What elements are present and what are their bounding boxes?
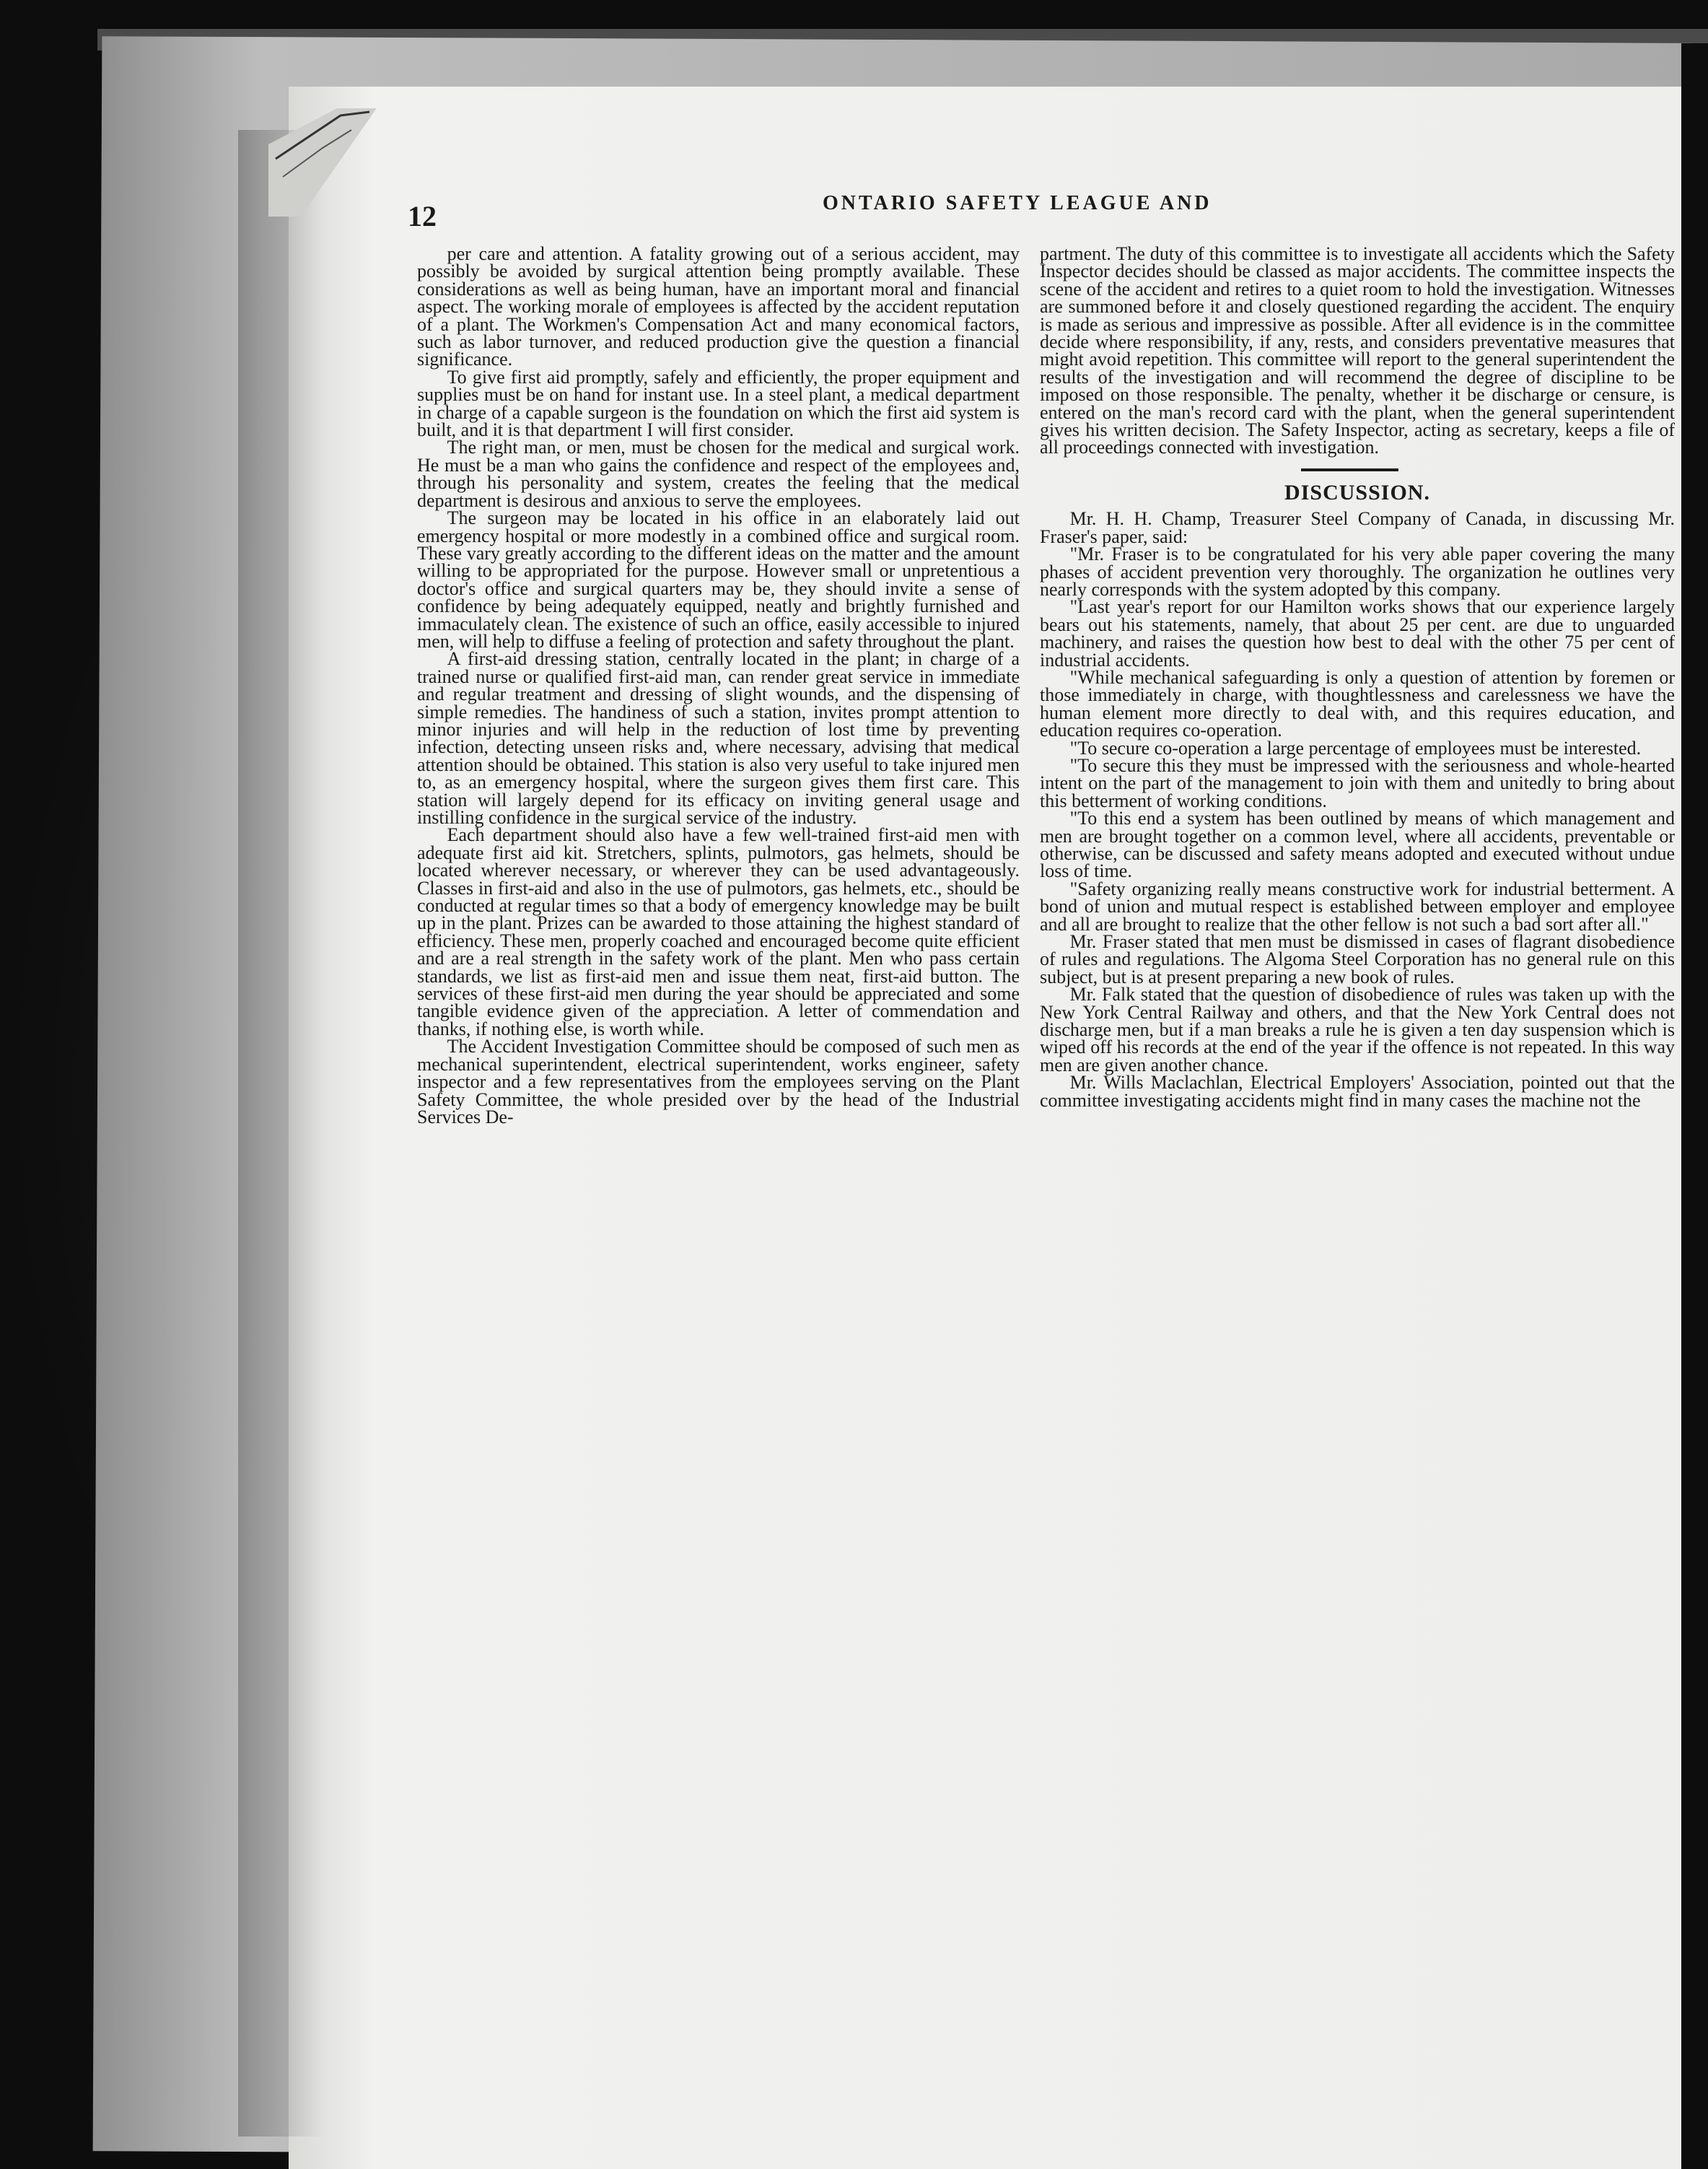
paragraph: "While mechanical safeguarding is only a question of attention by foremen or those immediately in charge, with thoughtlessness and carelessness we have the human element more directly to deal with, and this requires education, and education requires co-operation. <box>1040 666 1675 741</box>
paragraph: "To this end a system has been outlined by means of which management and men are brought together on a common level, where all accidents, preventable or otherwise, can be discussed and safety means adopted and executed without undue loss of time. <box>1040 808 1675 882</box>
left-column <box>417 245 1020 1126</box>
paragraph: Each department should also have a few well-trained first-aid men with adequate first aid kit. Stretchers, splints, pulmotors, gas helmets, should be located wherever necessary, or wherever they can be used advantageously. Classes in first-aid and also in the use of pulmotors, gas helmets, etc., should be conducted at regular times so that a body of emergency knowledge may be built up in the plant. Prizes can be awarded to those attaining the highest standard of efficiency. These men, properly coached and encouraged become quite efficient and are a real strength in the safety work of the plant. Men who pass certain standards, we list as first-aid men and issue them neat, first-aid button. The services of these first-aid men during the year should be appreciated and some tangible evidence given of the appreciation. A letter of commendation and thanks, if nothing else, is worth while. <box>417 824 1020 1039</box>
scan-right-edge <box>1681 43 1708 2169</box>
page-shadow <box>238 130 325 2137</box>
discussion-heading: DISCUSSION. <box>1284 480 1430 505</box>
paragraph: Mr. Fraser stated that men must be dismissed in cases of flagrant disobedience of rules and regulations. The Algoma Steel Corporation has no general rule on this subject, but is at present preparing a new book of rules. <box>1040 931 1675 987</box>
paragraph: The Accident Investigation Committee should be composed of such men as mechanical superintendent, electrical superintendent, works engineer, safety inspector and a few representatives from the employees serving on the Plant Safety Committee, the whole presided over by the head of the Industrial Services De- <box>417 1036 1020 1127</box>
right-column <box>1040 245 1675 1109</box>
paragraph: The right man, or men, must be chosen for the medical and surgical work. He must be a man who gains the confidence and respect of the employees and, through his personality and system, creates the feeling that the medical department is desirous and anxious to serve the employees. <box>417 437 1020 511</box>
paragraph: "Mr. Fraser is to be congratulated for his very able paper covering the many phases of accident prevention very thoroughly. The organization he outlines very nearly corresponds with the system adopted by this company. <box>1040 544 1675 600</box>
paragraph: partment. The duty of this committee is to investigate all accidents which the Safety Inspector decides should be classed as major accidents. The committee inspects the scene of the accident and retires to a quiet room to hold the investigation. Witnesses are summoned before it and closely questioned regarding the accident. The enquiry is made as serious and impressive as possible. After all evidence is in the committee decide where responsibility, if any, rests, and considers preventative measures that might avoid repetition. This committee will report to the general superintendent the results of the investigation and will recommend the degree of discipline to be imposed on those responsible. The penalty, whether it be discharge or censure, is entered on the man's record card with the plant, when the general superintendent gives his written decision. The Safety Inspector, acting as secretary, keeps a file of all proceedings connected with investigation. <box>1040 243 1675 458</box>
running-head: ONTARIO SAFETY LEAGUE AND <box>823 192 1212 214</box>
paragraph: Mr. H. H. Champ, Treasurer Steel Company of Canada, in discussing Mr. Fraser's paper, said: <box>1040 508 1675 547</box>
paragraph: To give first aid promptly, safely and efficiently, the proper equipment and supplies must be on hand for instant use. In a steel plant, a medical department in charge of a capable surgeon is the foundation on which the first aid system is built, and it is that department I will first consider. <box>417 366 1020 441</box>
paragraph: "Last year's report for our Hamilton works shows that our experience largely bears out his statements, namely, that about 25 per cent. are due to unguarded machinery, and raises the question how best to deal with the other 75 per cent of industrial accidents. <box>1040 596 1675 671</box>
page-number: 12 <box>408 200 437 232</box>
section-divider <box>1301 468 1398 471</box>
paragraph: Mr. Wills Maclachlan, Electrical Employers' Association, pointed out that the committee investigating accidents might find in many cases the machine not the <box>1040 1072 1675 1111</box>
paragraph: Mr. Falk stated that the question of disobedience of rules was taken up with the New York Central Railway and others, and that the New York Central does not discharge men, but if a man breaks a rule he is given a ten day suspension which is wiped off his records at the end of the year if the offence is not repeated. In this way men are given another chance. <box>1040 984 1675 1075</box>
paragraph: "Safety organizing really means constructive work for industrial betterment. A bond of union and mutual respect is established between employer and employee and all are brought to realize that the other fellow is not such a bad sort after all." <box>1040 878 1675 935</box>
folded-corner-icon <box>268 108 377 217</box>
paragraph: A first-aid dressing station, centrally located in the plant; in charge of a trained nurse or qualified first-aid man, can render great service in immediate and regular treatment and dressing of slight wounds, and the dispensing of simple remedies. The handiness of such a station, invites prompt attention to minor injuries and will help in the reduction of lost time by preventing infection, detecting unseen risks and, where necessary, advising that medical attention should be obtained. This station is also very useful to take injured men to, as an emergency hospital, where the surgeon gives them first care. This station will largely depend for its efficacy on inviting general usage and instilling confidence in the surgical service of the industry. <box>417 648 1020 828</box>
paragraph: The surgeon may be located in his office in an elaborately laid out emergency hospital or more modestly in a combined office and surgical room. These vary greatly according to the different ideas on the matter and the amount willing to be appropriated for the purpose. However small or unpretentious a doctor's office and surgical quarters may be, they should invite a sense of confidence by being adequately equipped, neatly and brightly furnished and immaculately clean. The existence of such an office, easily accessible to injured men, will help to diffuse a feeling of protection and safety throughout the plant. <box>417 507 1020 652</box>
paragraph: "To secure this they must be impressed with the seriousness and whole-hearted intent on the part of the management to join with them and unitedly to bring about this betterment of working conditions. <box>1040 754 1675 811</box>
paragraph: per care and attention. A fatality growing out of a serious accident, may possibly be avoided by surgical attention being promptly available. These considerations as well as being human, have an important moral and financial aspect. The working morale of employees is affected by the accident reputation of a plant. The Workmen's Compensation Act and many economical factors, such as labor turnover, and reduced production give the question a financial significance. <box>417 243 1020 370</box>
paragraph: "To secure co-operation a large percentage of employees must be interested. <box>1069 737 1642 759</box>
